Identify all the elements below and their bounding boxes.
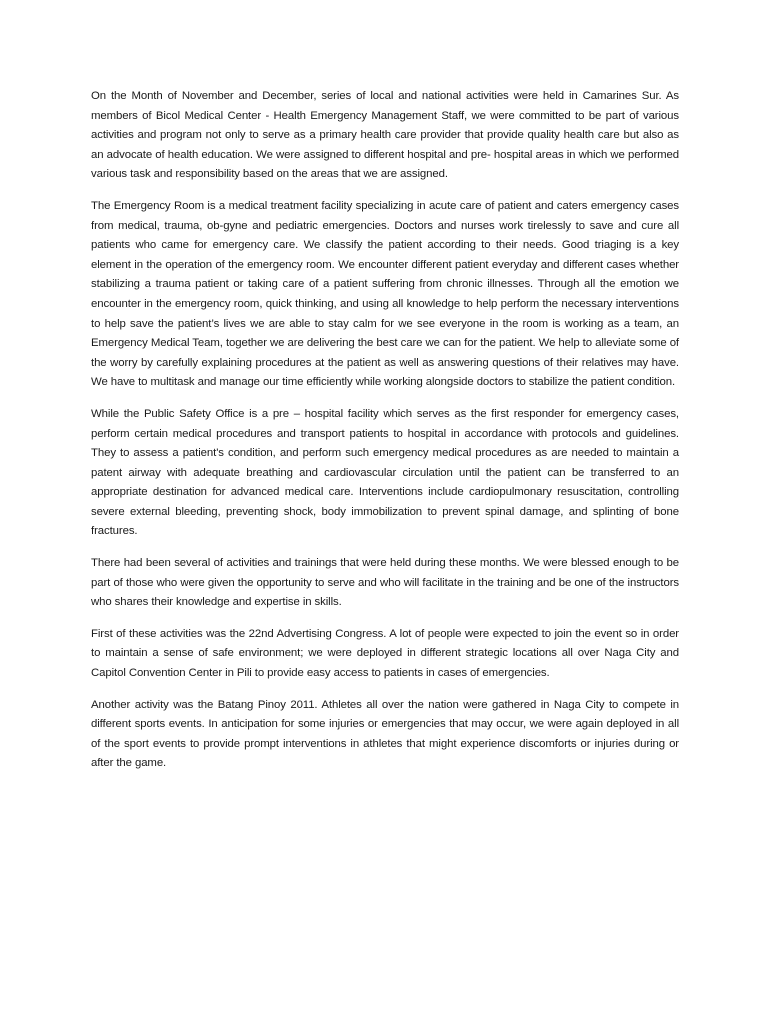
paragraph-activities-trainings: There had been several of activities and trainings that were held during these months. We were blessed enough to be part of those who were given the opportunity to serve and who will facilitate in the training and be one of the instructors who shares their knowledge and expertise in skills.	[91, 557, 679, 609]
paragraph-public-safety-office: While the Public Safety Office is a pre – hospital facility which serves as the first responder for emergency cases, perform certain medical procedures and transport patients to hospital in accordance with protocols and guidelines. They to assess a patient's condition, and perform such emergency medical procedures as are needed to maintain a patent airway with adequate breathing and cardiovascular circulation until the patient can be transferred to an appropriate destination for advanced medical care. Interventions include cardiopulmonary resuscitation, controlling severe external bleeding, preventing shock, body immobilization to prevent spinal damage, and splinting of bone fractures.	[91, 407, 679, 538]
paragraph-batang-pinoy: Another activity was the Batang Pinoy 2011. Athletes all over the nation were gathered in Naga City to compete in different sports events. In anticipation for some injuries or emergencies that may occur, we were again deployed in all of the sport events to provide prompt interventions in athletes that might experience discomforts or injuries during or after the game.	[91, 698, 679, 770]
document-body	[91, 87, 679, 786]
paragraph-advertising-congress: First of these activities was the 22nd Advertising Congress. A lot of people were expected to join the event so in order to maintain a sense of safe environment; we were deployed in different strategic locations all over Naga City and Capitol Convention Center in Pili to provide easy access to patients in cases of emergencies.	[91, 627, 679, 680]
paragraph-intro: On the Month of November and December, series of local and national activities were held in Camarines Sur. As members of Bicol Medical Center - Health Emergency Management Staff, we were committed to be part of various activities and program not only to serve as a primary health care provider that provide quality health care but also as an advocate of health education. We were assigned to different hospital and pre- hospital areas in which we performed various task and responsibility based on the areas that we are assigned.	[91, 90, 679, 181]
paragraph-emergency-room: The Emergency Room is a medical treatment facility specializing in acute care of patient and caters emergency cases from medical, trauma, ob-gyne and pediatric emergencies. Doctors and nurses work tirelessly to save and cure all patients who came for emergency care. We classify the patient according to their needs. Good triaging is a key element in the operation of the emergency room. We encounter different patient everyday and different cases whether stabilizing a trauma patient or taking care of a patient suffering from chronic illnesses. Through all the emotion we encounter in the emergency room, quick thinking, and using all knowledge to help perform the necessary interventions to help save the patient’s lives we are able to stay calm for we see everyone in the room is working as a team, an Emergency Medical Team, together we are delivering the best care we can for the patient. We help to alleviate some of the worry by carefully explaining procedures at the patient as well as answering questions of their relatives may have. We have to multitask and manage our time efficiently while working alongside doctors to stabilize the patient condition.	[91, 199, 679, 389]
